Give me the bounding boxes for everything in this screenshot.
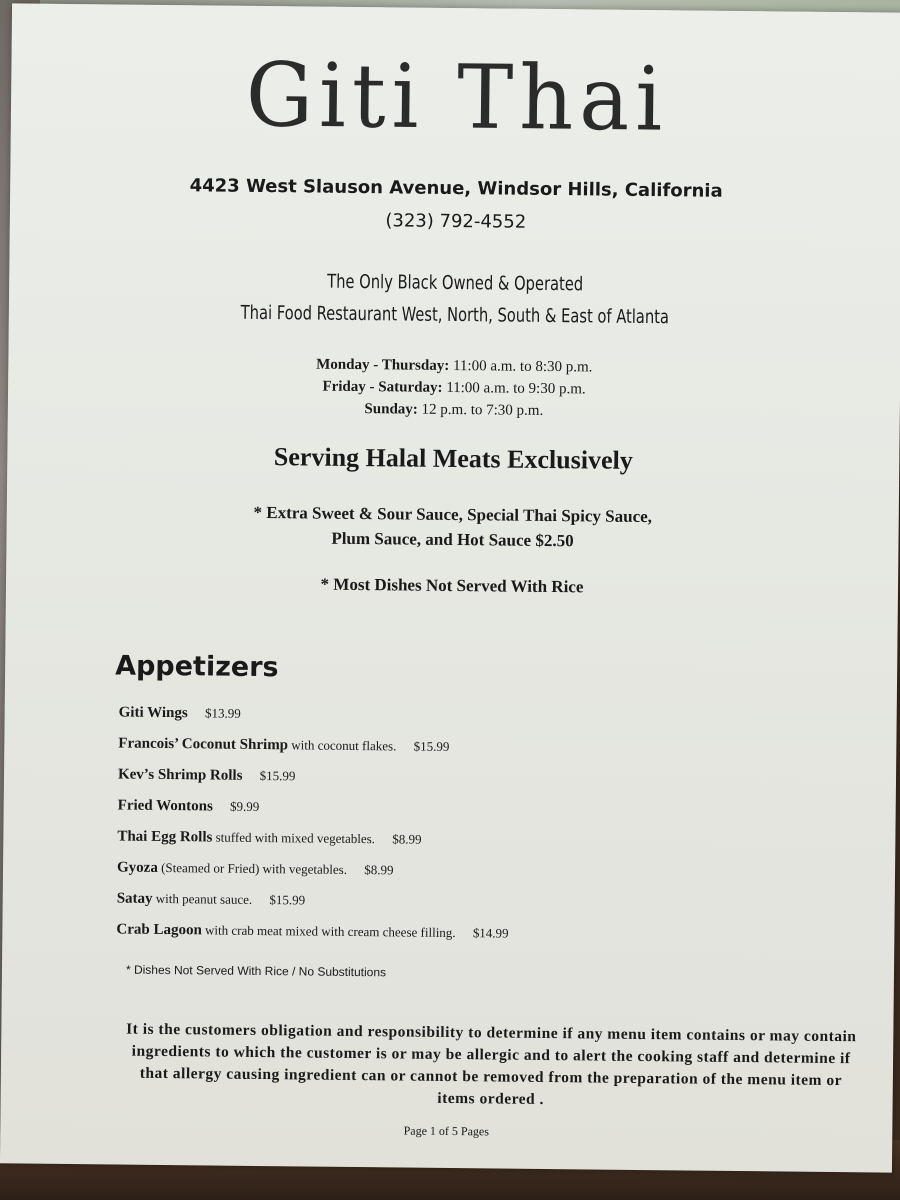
- hours-days: Friday - Saturday:: [322, 378, 443, 396]
- item-name: Thai Egg Rolls: [117, 828, 213, 846]
- item-name: Crab Lagoon: [116, 921, 202, 939]
- item-name: Kev’s Shrimp Rolls: [117, 766, 243, 784]
- rice-footnote: * Dishes Not Served With Rice / No Substitutions: [125, 962, 387, 980]
- item-name: Satay: [116, 890, 153, 907]
- hours-days: Monday - Thursday:: [316, 356, 450, 374]
- restaurant-logo: Giti Thai: [245, 43, 669, 151]
- menu-item: [116, 922, 716, 959]
- item-description: with coconut flakes.: [291, 737, 397, 754]
- item-price: $8.99: [392, 831, 422, 847]
- hours-time: 11:00 a.m. to 9:30 p.m.: [446, 379, 586, 398]
- item-price: $14.99: [472, 925, 509, 941]
- item-name: Fried Wontons: [117, 797, 213, 815]
- hours-row: [8, 375, 900, 401]
- appetizers-heading: Appetizers: [115, 650, 279, 684]
- restaurant-address: 4423 West Slauson Avenue, Windsor Hills, California: [189, 175, 723, 202]
- sauce-notice-line-2: Plum Sauce, and Hot Sauce $2.50: [331, 528, 574, 551]
- tagline-line-1: The Only Black Owned & Operated: [327, 270, 584, 296]
- item-description: with peanut sauce.: [155, 890, 253, 907]
- page-number: Page 1 of 5 Pages: [403, 1123, 490, 1139]
- item-price: $15.99: [269, 892, 306, 908]
- item-description: with crab meat mixed with cream cheese filling.: [205, 922, 456, 941]
- hours-time: 12 p.m. to 7:30 p.m.: [421, 401, 544, 419]
- hours-days: Sunday:: [364, 401, 418, 418]
- sauce-notice-line-1: * Extra Sweet & Sour Sauce, Special Thai Spicy Sauce,: [253, 502, 653, 527]
- item-description: (Steamed or Fried) with vegetables.: [161, 859, 348, 877]
- item-name: Giti Wings: [118, 704, 188, 722]
- rice-notice: * Most Dishes Not Served With Rice: [320, 574, 584, 597]
- hours-time: 11:00 a.m. to 8:30 p.m.: [452, 357, 593, 376]
- halal-notice: Serving Halal Meats Exclusively: [273, 442, 633, 475]
- item-price: $13.99: [204, 705, 241, 721]
- item-price: $8.99: [364, 862, 394, 878]
- menu-page: [0, 3, 900, 1172]
- item-price: $15.99: [259, 767, 296, 784]
- item-description: stuffed with mixed vegetables.: [215, 829, 376, 847]
- tagline-line-2: Thai Food Restaurant West, North, South & East of Atlanta: [240, 301, 670, 329]
- item-price: $15.99: [413, 738, 450, 754]
- restaurant-phone: (323) 792-4552: [385, 210, 527, 233]
- item-price: $9.99: [230, 798, 260, 814]
- item-name: Gyoza: [116, 859, 158, 876]
- hours-row: [8, 397, 900, 423]
- hours-row: [8, 353, 900, 379]
- item-name: Francois’ Coconut Shrimp: [118, 735, 289, 754]
- appetizer-list: [116, 705, 719, 959]
- allergy-disclaimer: It is the customers obligation and responsibility to determine if any menu item contains or may contain ingredients to which the customer is or may be allergic and to alert the cooking staff and determine if that allergy causing ingredient can or cannot be removed from the preparation of the menu item or items ordered .: [126, 1020, 857, 1108]
